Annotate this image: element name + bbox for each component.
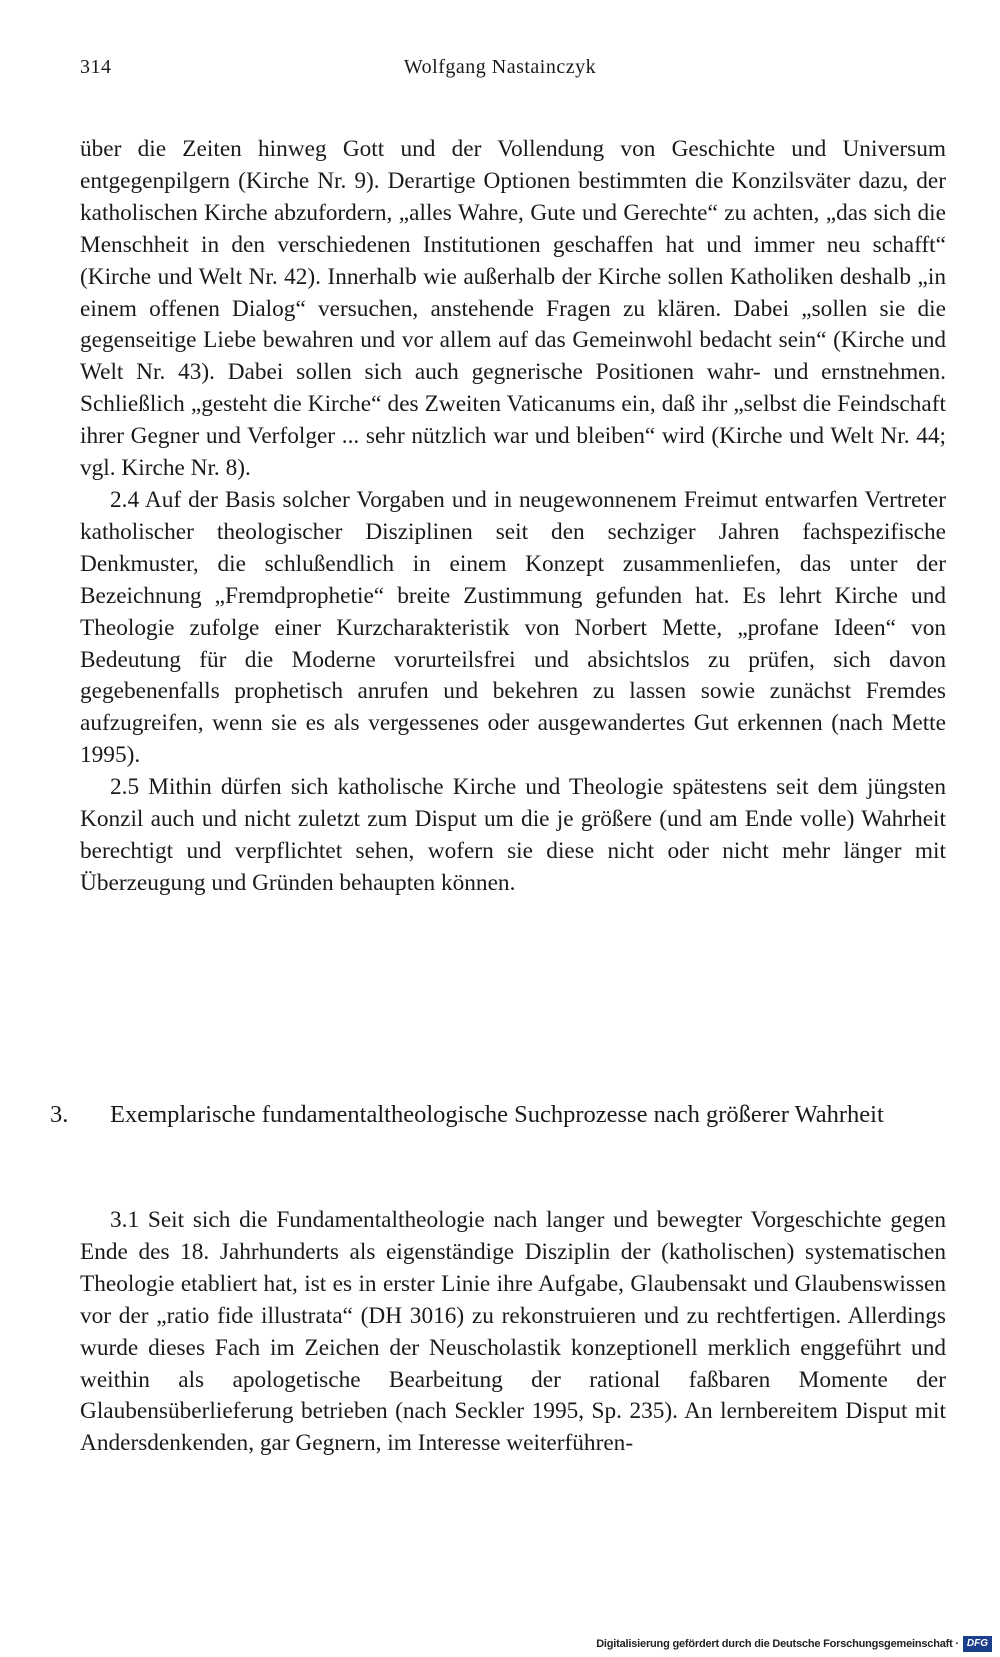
running-head-author: Wolfgang Nastainczyk [403, 56, 597, 78]
paragraph-2-5: 2.5 Mithin dürfen sich katholische Kirche und Theologie spätestens seit dem jüngsten Konzil auch und nicht zuletzt zum Disput um die je größere (und am Ende volle) Wahrheit berechtigt und verpflichtet sehen, wofern sie diese nicht oder nicht mehr länger mit Überzeugung und Gründen behaupten können. [80, 774, 946, 896]
paragraph-2-3-continuation: über die Zeiten hinweg Gott und der Vollendung von Geschichte und Universum entgegenpilgern (Kirche Nr. 9). Derartige Optionen bestimmten die Konzilsväter dazu, der katholischen Kirche abzufordern, „alles Wahre, Gute und Gerechte“ zu achten, „das sich die Menschheit in den verschiedenen Institutionen geschaffen hat und immer neu schafft“ (Kirche und Welt Nr. 42). Innerhalb wie außerhalb der Kirche sollen Katholiken deshalb „in einem offenen Dialog“ versuchen, anstehende Fragen zu klären. Dabei „sollen sie die gegenseitige Liebe bewahren und vor allem auf das Gemeinwohl bedacht sein“ (Kirche und Welt Nr. 43). Dabei sollen sich auch gegnerische Positionen wahr- und ernstnehmen. Schließlich „gesteht die Kirche“ des Zweiten Vaticanums ein, daß ihr „selbst die Feindschaft ihrer Gegner und Verfolger ... sehr nützlich war und bleiben“ wird (Kirche und Welt Nr. 44; vgl. Kirche Nr. 8). [80, 136, 946, 482]
page-number: 314 [80, 56, 112, 78]
section-3-title: Exemplarische fundamentaltheologische Suchprozesse nach größerer Wahrheit [110, 1101, 884, 1128]
section-2-text [80, 134, 946, 900]
section-3-number: 3. [50, 1101, 69, 1128]
footer-credit-text: Digitalisierung gefördert durch die Deutsche Forschungsgemeinschaft · [596, 1638, 959, 1650]
paragraph-3-1: 3.1 Seit sich die Fundamentaltheologie nach langer und bewegter Vorgeschichte gegen Ende des 18. Jahrhunderts als eigenständige Disziplin der (katholischen) systematischen Theologie etabliert hat, ist es in erster Linie ihre Aufgabe, Glaubensakt und Glaubenswissen vor der „ratio fide illustrata“ (DH 3016) zu rekonstruieren und zu rechtfertigen. Allerdings wurde dieses Fach im Zeichen der Neuscholastik konzeptionell merklich enggeführt und weithin als apologetische Bearbeitung der rational faßbaren Momente der Glaubensüberlieferung betrieben (nach Seckler 1995, Sp. 235). An lernbereitem Disput mit Andersdenkenden, gar Gegnern, im Interesse weiterführen- [80, 1207, 946, 1457]
digitization-credit [596, 1635, 992, 1653]
section-3-heading [50, 1098, 946, 1131]
paragraph-2-4: 2.4 Auf der Basis solcher Vorgaben und in neugewonnenem Freimut entwarfen Vertreter katholischer theologischer Disziplinen seit den sechziger Jahren fachspezifische Denkmuster, die schlußendlich in einem Konzept zusammenliefen, das unter der Bezeichnung „Fremdprophetie“ breite Zustimmung gefunden hat. Es lehrt Kirche und Theologie zufolge einer Kurzcharakteristik von Norbert Mette, „profane Ideen“ von Bedeutung für die Moderne vorurteilsfrei und absichtslos zu prüfen, sich davon gegebenenfalls prophetisch anrufen und bekehren zu lassen sowie zunächst Fremdes aufzugreifen, wenn sie es als vergessenes oder ausgewandertes Gut erkennen (nach Mette 1995). [80, 486, 946, 769]
dfg-logo-icon: DFG [963, 1636, 992, 1652]
section-3-text [80, 1205, 946, 1460]
page-header [80, 56, 920, 88]
